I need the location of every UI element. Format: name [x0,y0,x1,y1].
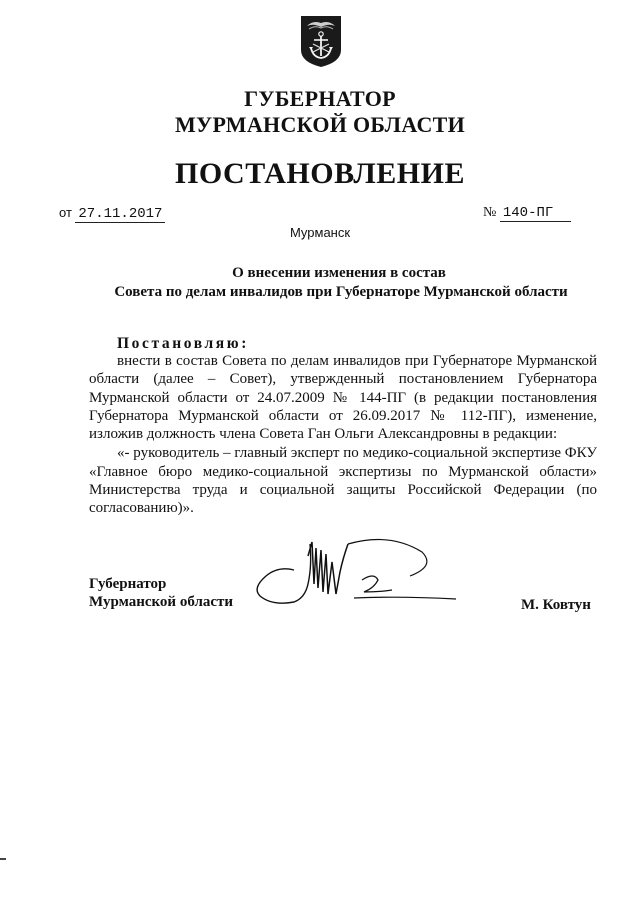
org-title-line2: МУРМАНСКОЙ ОБЛАСТИ [174,112,466,137]
city: Мурманск [289,225,351,240]
handwritten-signature [250,536,470,616]
signer-name: М. Ковтун [521,597,591,613]
date-line [59,205,165,222]
signer-position-line2: Мурманской области [89,594,234,610]
subject-line1: О внесении изменения в состав [232,265,446,281]
body-paragraph-1: внести в состав Совета по делам инвалидов при Губернаторе Мурманской области (далее – Совет), утвержденный постановлением Губернатора Мурманской области от 24.07.2009 № 144-ПГ (в редакции постановления Губернатора Мурманской области от 26.09.2017 № 112-ПГ), изменение, изложив должность члена Совета Ган Ольги Александровны в редакции: [89,353,597,443]
decree-heading: Постановляю: [117,335,249,352]
signer-position-line1: Губернатор [89,576,167,592]
number-line [483,205,571,221]
document-type-title: ПОСТАНОВЛЕНИЕ [175,157,465,190]
org-title-line1: ГУБЕРНАТОР [244,86,396,111]
date-label: от [59,205,72,220]
body-paragraph-2: «- руководитель – главный эксперт по медико-социальной экспертизе ФКУ «Главное бюро медико-социальной экспертизы по Мурманской области» Министерства труда и социальной защиты Российской Федерации (по согласованию)». [89,445,597,517]
document-body [89,352,597,518]
document-date: 27.11.2017 [75,206,165,223]
subject-line2: Совета по делам инвалидов при Губернаторе Мурманской области [114,284,568,300]
number-label: № [483,205,497,220]
coat-of-arms-emblem [299,14,343,68]
document-number: 140-ПГ [500,205,571,222]
scan-edge-mark [0,858,6,860]
